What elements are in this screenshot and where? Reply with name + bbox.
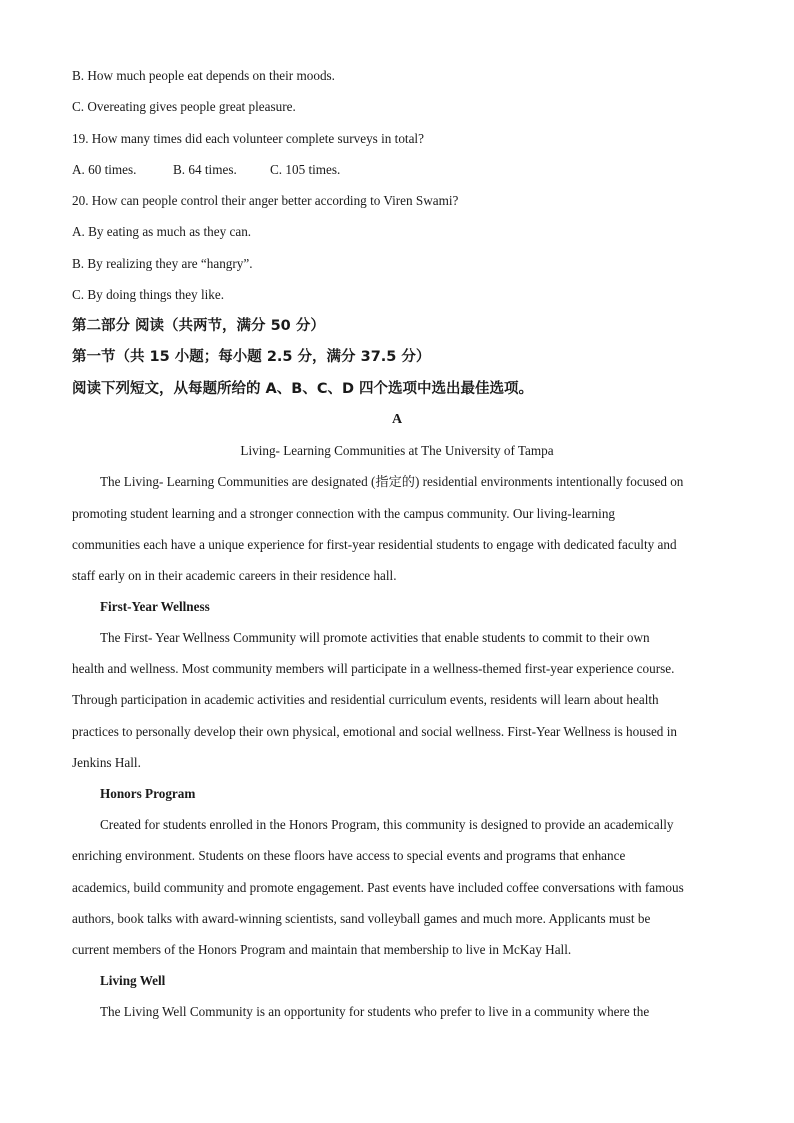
section-line: current members of the Honors Program and maintain that membership to live in McKay Hall. — [72, 942, 572, 957]
q20-option-b: B. By realizing they are “hangry”. — [72, 256, 253, 271]
section-heading-living-well: Living Well — [100, 973, 166, 988]
q18-option-c: C. Overeating gives people great pleasure. — [72, 99, 296, 114]
q20-option-a: A. By eating as much as they can. — [72, 224, 252, 239]
intro-line: communities each have a unique experience for first-year residential students to engage with dedicated faculty and — [72, 537, 677, 552]
part-title: 第二部分 阅读（共两节，满分 50 分） — [72, 318, 325, 334]
intro-line: staff early on in their academic careers in their residence hall. — [72, 568, 397, 583]
passage-letter: A — [391, 412, 403, 427]
intro-line: The Living- Learning Communities are designated (指定的) residential environments intentionally focused on — [100, 474, 684, 489]
section-line: Jenkins Hall. — [72, 755, 141, 770]
q20-stem: 20. How can people control their anger better according to Viren Swami? — [72, 193, 459, 208]
intro-line: promoting student learning and a stronger connection with the campus community. Our living-learning — [72, 506, 616, 521]
q20-option-c: C. By doing things they like. — [72, 287, 225, 302]
q18-option-b: B. How much people eat depends on their moods. — [72, 68, 335, 83]
q19-option-b: B. 64 times. — [173, 162, 237, 177]
q19-stem: 19. How many times did each volunteer complete surveys in total? — [72, 131, 424, 146]
passage-title: Living- Learning Communities at The University of Tampa — [240, 443, 554, 458]
q19-option-a: A. 60 times. — [72, 162, 137, 177]
q19-options — [72, 162, 340, 178]
section-line: Through participation in academic activities and residential curriculum events, residents will learn about health — [72, 692, 659, 707]
section-line: Created for students enrolled in the Honors Program, this community is designed to provide an academically — [100, 817, 674, 832]
q19-option-c: C. 105 times. — [270, 162, 341, 177]
section-line: health and wellness. Most community members will participate in a wellness-themed first-year experience course. — [72, 661, 675, 676]
section-line: The Living Well Community is an opportunity for students who prefer to live in a community where the — [100, 1004, 650, 1019]
section-line: The First- Year Wellness Community will promote activities that enable students to commit to their own — [100, 630, 650, 645]
section-heading-first-year-wellness: First-Year Wellness — [100, 599, 210, 614]
section-line: enriching environment. Students on these floors have access to special events and programs that enhance — [72, 848, 626, 863]
instruction: 阅读下列短文，从每题所给的 A、B、C、D 四个选项中选出最佳选项。 — [72, 381, 534, 397]
section-line: academics, build community and promote engagement. Past events have included coffee conversations with famous — [72, 880, 684, 895]
section-line: practices to personally develop their own physical, emotional and social wellness. First-Year Wellness is housed in — [72, 724, 677, 739]
section-heading-honors-program: Honors Program — [100, 786, 196, 801]
subsection-title: 第一节（共 15 小题；每小题 2.5 分，满分 37.5 分） — [72, 349, 431, 365]
section-line: authors, book talks with award-winning scientists, sand volleyball games and much more. Applicants must be — [72, 911, 651, 926]
